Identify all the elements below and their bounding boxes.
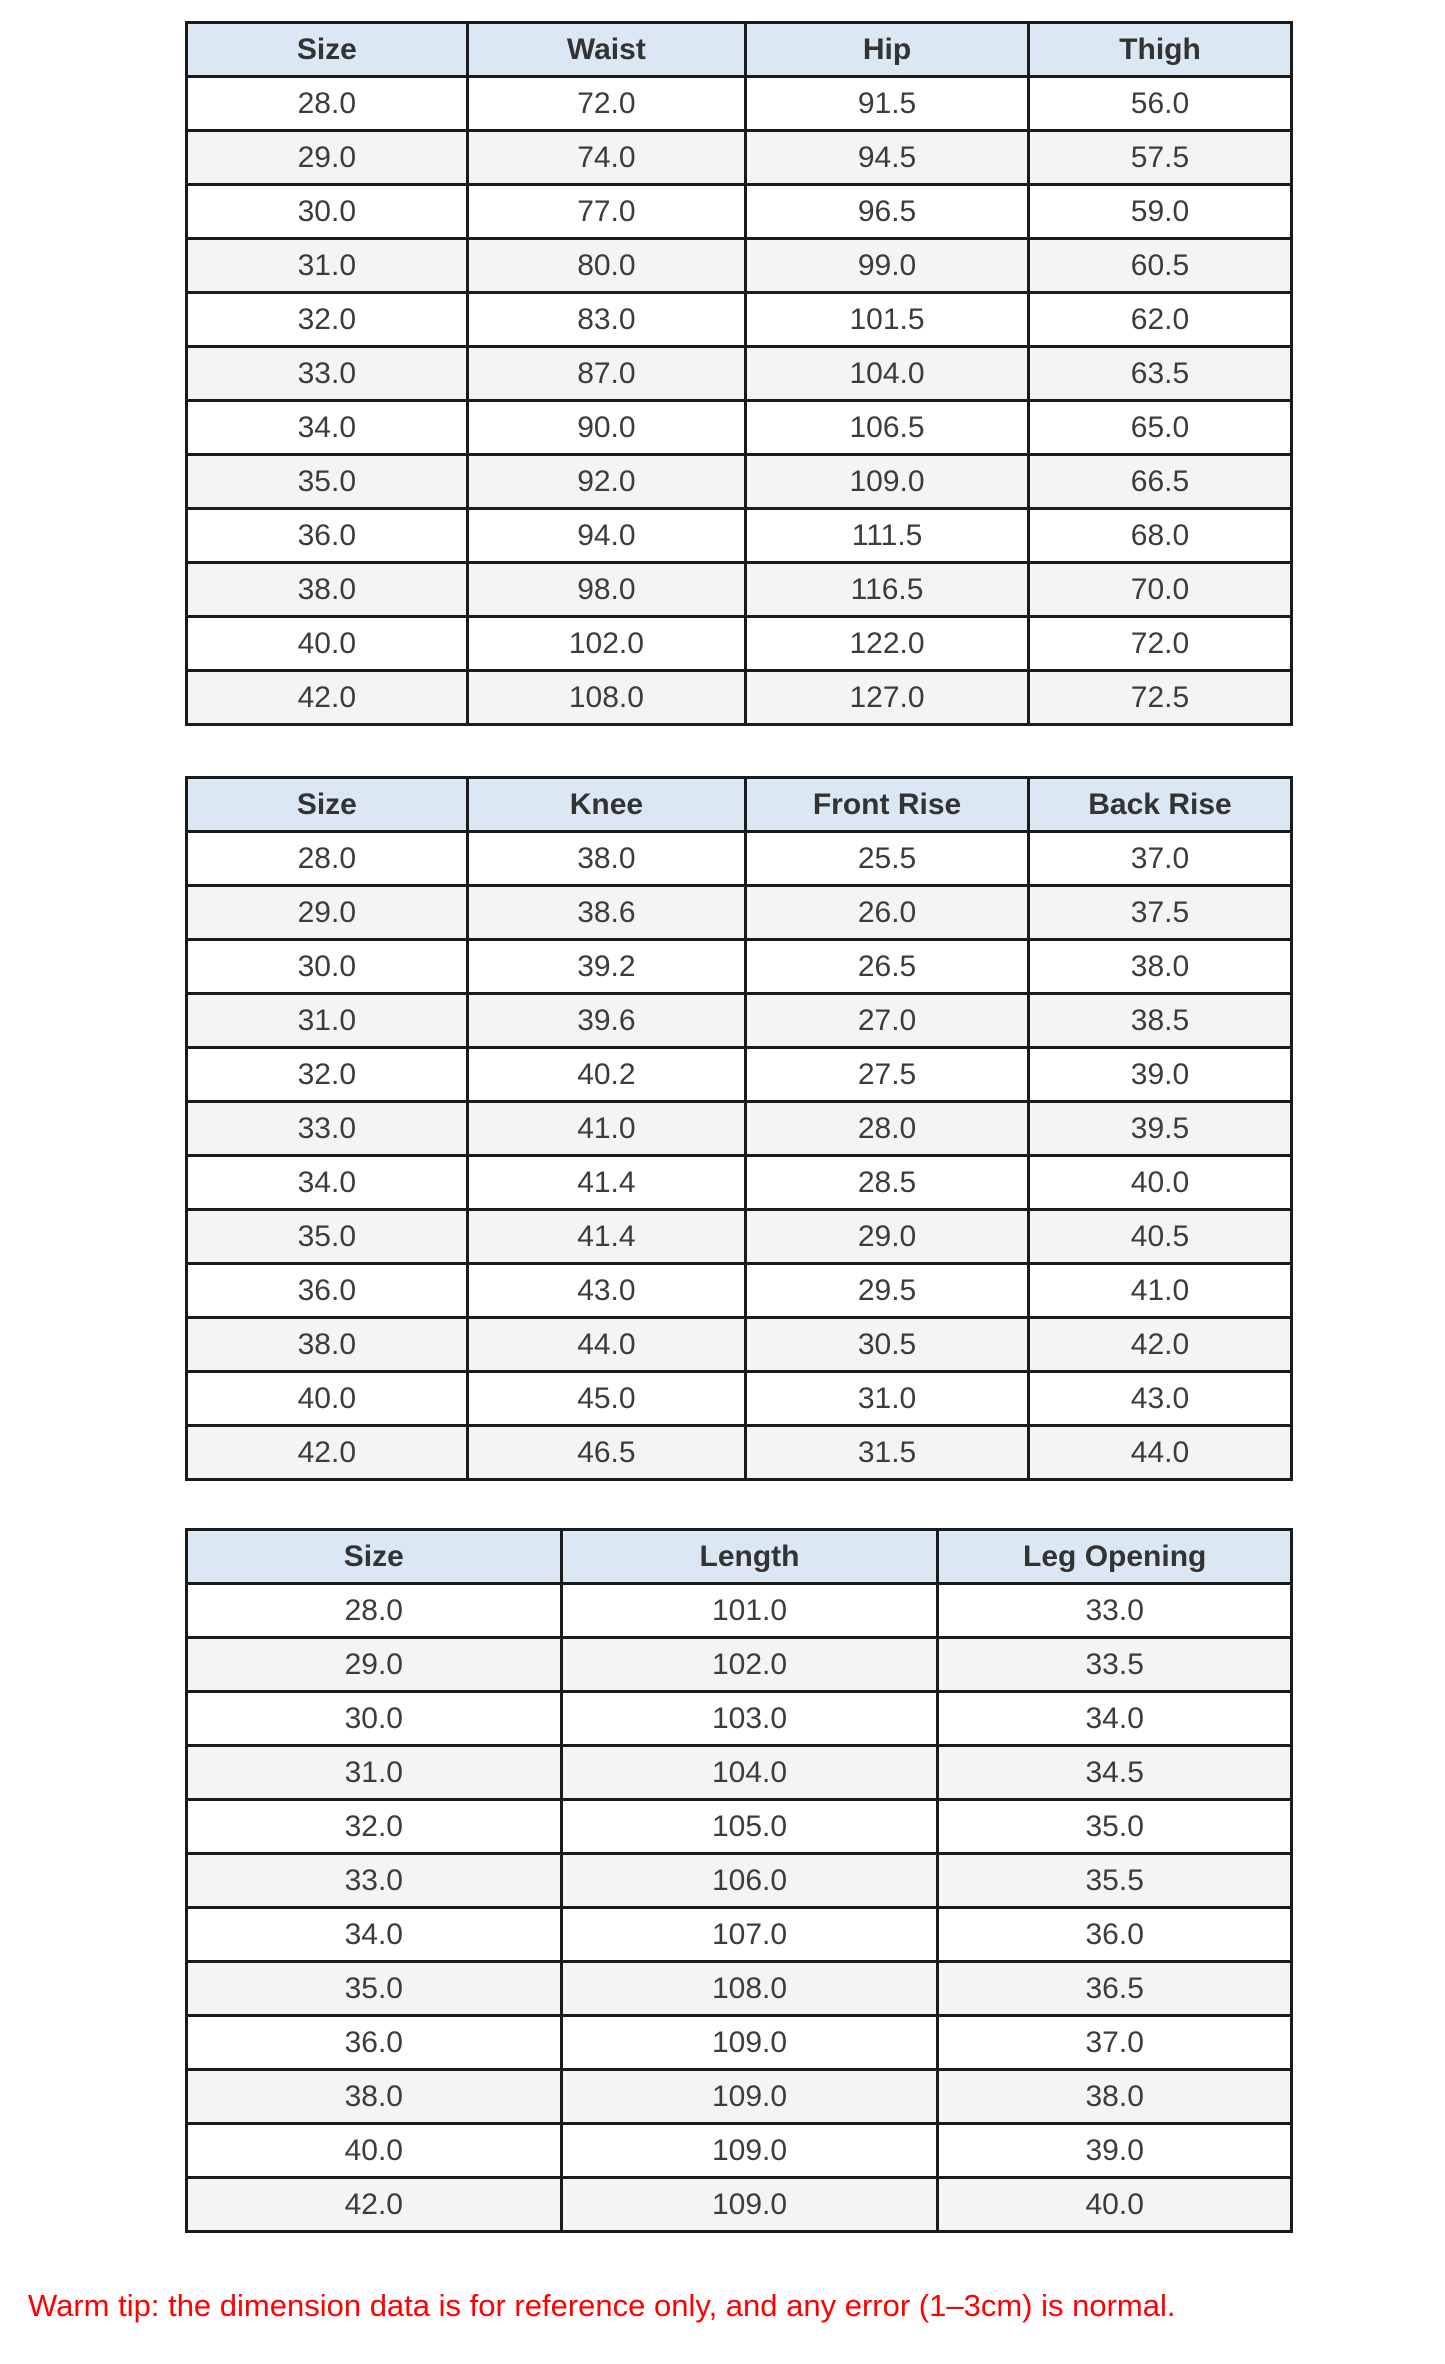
table-cell: 30.5 [746, 1318, 1029, 1372]
column-header: Waist [467, 23, 745, 77]
table-cell: 42.0 [187, 1426, 468, 1480]
table-cell: 65.0 [1028, 401, 1291, 455]
table-row [187, 2070, 1292, 2124]
table-row [187, 1800, 1292, 1854]
column-header: Back Rise [1028, 778, 1291, 832]
table-cell: 38.0 [467, 832, 745, 886]
warm-tip-note: Warm tip: the dimension data is for reference only, and any error (1–3cm) is normal. [28, 2288, 1176, 2323]
table-cell: 94.5 [746, 131, 1029, 185]
table-cell: 30.0 [187, 185, 468, 239]
table-row [187, 1962, 1292, 2016]
table-row [187, 563, 1292, 617]
table-cell: 109.0 [561, 2070, 938, 2124]
table-cell: 57.5 [1028, 131, 1291, 185]
table-row [187, 2178, 1292, 2232]
table-cell: 98.0 [467, 563, 745, 617]
table-cell: 28.5 [746, 1156, 1029, 1210]
table-row [187, 401, 1292, 455]
table-cell: 40.0 [187, 617, 468, 671]
table-cell: 38.5 [1028, 994, 1291, 1048]
table-cell: 26.0 [746, 886, 1029, 940]
table-cell: 38.0 [187, 1318, 468, 1372]
table-cell: 25.5 [746, 832, 1029, 886]
table-cell: 32.0 [187, 1048, 468, 1102]
table-cell: 34.5 [938, 1746, 1292, 1800]
table-cell: 31.5 [746, 1426, 1029, 1480]
table-row [187, 1638, 1292, 1692]
table-row [187, 1264, 1292, 1318]
table-cell: 27.5 [746, 1048, 1029, 1102]
table-cell: 31.0 [746, 1372, 1029, 1426]
table-cell: 37.0 [938, 2016, 1292, 2070]
column-header: Length [561, 1530, 938, 1584]
table-cell: 72.0 [1028, 617, 1291, 671]
table-cell: 40.0 [187, 1372, 468, 1426]
table-cell: 33.0 [187, 347, 468, 401]
table-cell: 101.5 [746, 293, 1029, 347]
table-cell: 60.5 [1028, 239, 1291, 293]
table-cell: 29.0 [187, 131, 468, 185]
table-cell: 35.0 [187, 1210, 468, 1264]
table-cell: 33.5 [938, 1638, 1292, 1692]
size-length-leg-opening-table [185, 1528, 1293, 2233]
table-cell: 41.0 [1028, 1264, 1291, 1318]
table-cell: 31.0 [187, 994, 468, 1048]
table-row [187, 1048, 1292, 1102]
table-cell: 107.0 [561, 1908, 938, 1962]
table-cell: 40.0 [1028, 1156, 1291, 1210]
table-cell: 74.0 [467, 131, 745, 185]
table-cell: 68.0 [1028, 509, 1291, 563]
table-cell: 31.0 [187, 239, 468, 293]
table-cell: 70.0 [1028, 563, 1291, 617]
table-cell: 42.0 [187, 671, 468, 725]
table-cell: 102.0 [467, 617, 745, 671]
table-row [187, 77, 1292, 131]
table-cell: 104.0 [561, 1746, 938, 1800]
table-cell: 35.0 [187, 1962, 562, 2016]
table-cell: 36.0 [187, 2016, 562, 2070]
table-cell: 36.0 [187, 509, 468, 563]
table-row [187, 455, 1292, 509]
table-cell: 105.0 [561, 1800, 938, 1854]
table-cell: 41.4 [467, 1210, 745, 1264]
table-cell: 39.5 [1028, 1102, 1291, 1156]
table-row [187, 185, 1292, 239]
table-cell: 83.0 [467, 293, 745, 347]
table-cell: 103.0 [561, 1692, 938, 1746]
table-row [187, 1746, 1292, 1800]
table-cell: 122.0 [746, 617, 1029, 671]
column-header: Thigh [1028, 23, 1291, 77]
table-cell: 91.5 [746, 77, 1029, 131]
table-cell: 28.0 [187, 1584, 562, 1638]
table-cell: 40.0 [938, 2178, 1292, 2232]
table-cell: 106.0 [561, 1854, 938, 1908]
table-cell: 28.0 [187, 832, 468, 886]
table-cell: 72.5 [1028, 671, 1291, 725]
table-cell: 40.2 [467, 1048, 745, 1102]
table-cell: 29.0 [746, 1210, 1029, 1264]
table-cell: 29.5 [746, 1264, 1029, 1318]
table-cell: 63.5 [1028, 347, 1291, 401]
table-row [187, 1156, 1292, 1210]
table-row [187, 1692, 1292, 1746]
table-cell: 33.0 [187, 1854, 562, 1908]
table-cell: 27.0 [746, 994, 1029, 1048]
table-row [187, 239, 1292, 293]
table-cell: 109.0 [561, 2016, 938, 2070]
table-cell: 35.0 [938, 1800, 1292, 1854]
table-cell: 116.5 [746, 563, 1029, 617]
table-row [187, 617, 1292, 671]
table-cell: 43.0 [1028, 1372, 1291, 1426]
table-cell: 36.0 [187, 1264, 468, 1318]
header-row [187, 1530, 1292, 1584]
table-cell: 30.0 [187, 940, 468, 994]
table-cell: 39.0 [938, 2124, 1292, 2178]
table-row [187, 509, 1292, 563]
table-cell: 106.5 [746, 401, 1029, 455]
table-cell: 36.0 [938, 1908, 1292, 1962]
table-cell: 108.0 [561, 1962, 938, 2016]
table-row [187, 1372, 1292, 1426]
table-row [187, 2124, 1292, 2178]
table-cell: 77.0 [467, 185, 745, 239]
table-cell: 99.0 [746, 239, 1029, 293]
table-cell: 38.6 [467, 886, 745, 940]
table-row [187, 1854, 1292, 1908]
table-cell: 62.0 [1028, 293, 1291, 347]
table-row [187, 886, 1292, 940]
table-cell: 109.0 [746, 455, 1029, 509]
table-cell: 39.6 [467, 994, 745, 1048]
table-row [187, 293, 1292, 347]
table-cell: 34.0 [187, 401, 468, 455]
table-cell: 92.0 [467, 455, 745, 509]
header-row [187, 778, 1292, 832]
table-cell: 39.0 [1028, 1048, 1291, 1102]
table-cell: 35.0 [187, 455, 468, 509]
table-cell: 40.5 [1028, 1210, 1291, 1264]
table-cell: 109.0 [561, 2178, 938, 2232]
table-cell: 56.0 [1028, 77, 1291, 131]
table-row [187, 1210, 1292, 1264]
table-cell: 59.0 [1028, 185, 1291, 239]
table-cell: 94.0 [467, 509, 745, 563]
table-cell: 90.0 [467, 401, 745, 455]
table-row [187, 1426, 1292, 1480]
table-cell: 66.5 [1028, 455, 1291, 509]
table-cell: 42.0 [1028, 1318, 1291, 1372]
table-cell: 44.0 [467, 1318, 745, 1372]
header-row [187, 23, 1292, 77]
table-cell: 36.5 [938, 1962, 1292, 2016]
column-header: Size [187, 1530, 562, 1584]
table-row [187, 2016, 1292, 2070]
column-header: Knee [467, 778, 745, 832]
table-cell: 31.0 [187, 1746, 562, 1800]
table-cell: 108.0 [467, 671, 745, 725]
table-cell: 34.0 [938, 1692, 1292, 1746]
table-cell: 26.5 [746, 940, 1029, 994]
table-row [187, 671, 1292, 725]
table-cell: 46.5 [467, 1426, 745, 1480]
column-header: Size [187, 23, 468, 77]
table-cell: 102.0 [561, 1638, 938, 1692]
table-cell: 28.0 [187, 77, 468, 131]
size-waist-hip-thigh-table [185, 21, 1293, 726]
table-cell: 30.0 [187, 1692, 562, 1746]
table-cell: 101.0 [561, 1584, 938, 1638]
table-cell: 87.0 [467, 347, 745, 401]
table-cell: 72.0 [467, 77, 745, 131]
table-row [187, 994, 1292, 1048]
size-chart-page [185, 21, 1293, 2233]
table-cell: 37.5 [1028, 886, 1291, 940]
table-cell: 34.0 [187, 1908, 562, 1962]
table-cell: 34.0 [187, 1156, 468, 1210]
table-cell: 32.0 [187, 1800, 562, 1854]
table-cell: 38.0 [938, 2070, 1292, 2124]
table-cell: 37.0 [1028, 832, 1291, 886]
column-header: Leg Opening [938, 1530, 1292, 1584]
table-cell: 104.0 [746, 347, 1029, 401]
table-row [187, 1584, 1292, 1638]
column-header: Hip [746, 23, 1029, 77]
column-header: Front Rise [746, 778, 1029, 832]
table-cell: 42.0 [187, 2178, 562, 2232]
table-row [187, 1318, 1292, 1372]
table-row [187, 1102, 1292, 1156]
table-cell: 41.0 [467, 1102, 745, 1156]
table-cell: 127.0 [746, 671, 1029, 725]
table-row [187, 347, 1292, 401]
table-cell: 111.5 [746, 509, 1029, 563]
table-cell: 44.0 [1028, 1426, 1291, 1480]
table-row [187, 832, 1292, 886]
table-row [187, 940, 1292, 994]
table-cell: 39.2 [467, 940, 745, 994]
table-cell: 38.0 [1028, 940, 1291, 994]
size-knee-front-rise-back-rise-table [185, 776, 1293, 1481]
table-cell: 80.0 [467, 239, 745, 293]
table-cell: 33.0 [938, 1584, 1292, 1638]
table-cell: 32.0 [187, 293, 468, 347]
table-cell: 40.0 [187, 2124, 562, 2178]
table-cell: 35.5 [938, 1854, 1292, 1908]
table-cell: 109.0 [561, 2124, 938, 2178]
table-cell: 45.0 [467, 1372, 745, 1426]
table-row [187, 1908, 1292, 1962]
table-row [187, 131, 1292, 185]
column-header: Size [187, 778, 468, 832]
table-cell: 29.0 [187, 886, 468, 940]
table-cell: 38.0 [187, 563, 468, 617]
table-cell: 43.0 [467, 1264, 745, 1318]
table-cell: 29.0 [187, 1638, 562, 1692]
table-cell: 38.0 [187, 2070, 562, 2124]
table-cell: 28.0 [746, 1102, 1029, 1156]
table-cell: 96.5 [746, 185, 1029, 239]
table-cell: 41.4 [467, 1156, 745, 1210]
table-cell: 33.0 [187, 1102, 468, 1156]
